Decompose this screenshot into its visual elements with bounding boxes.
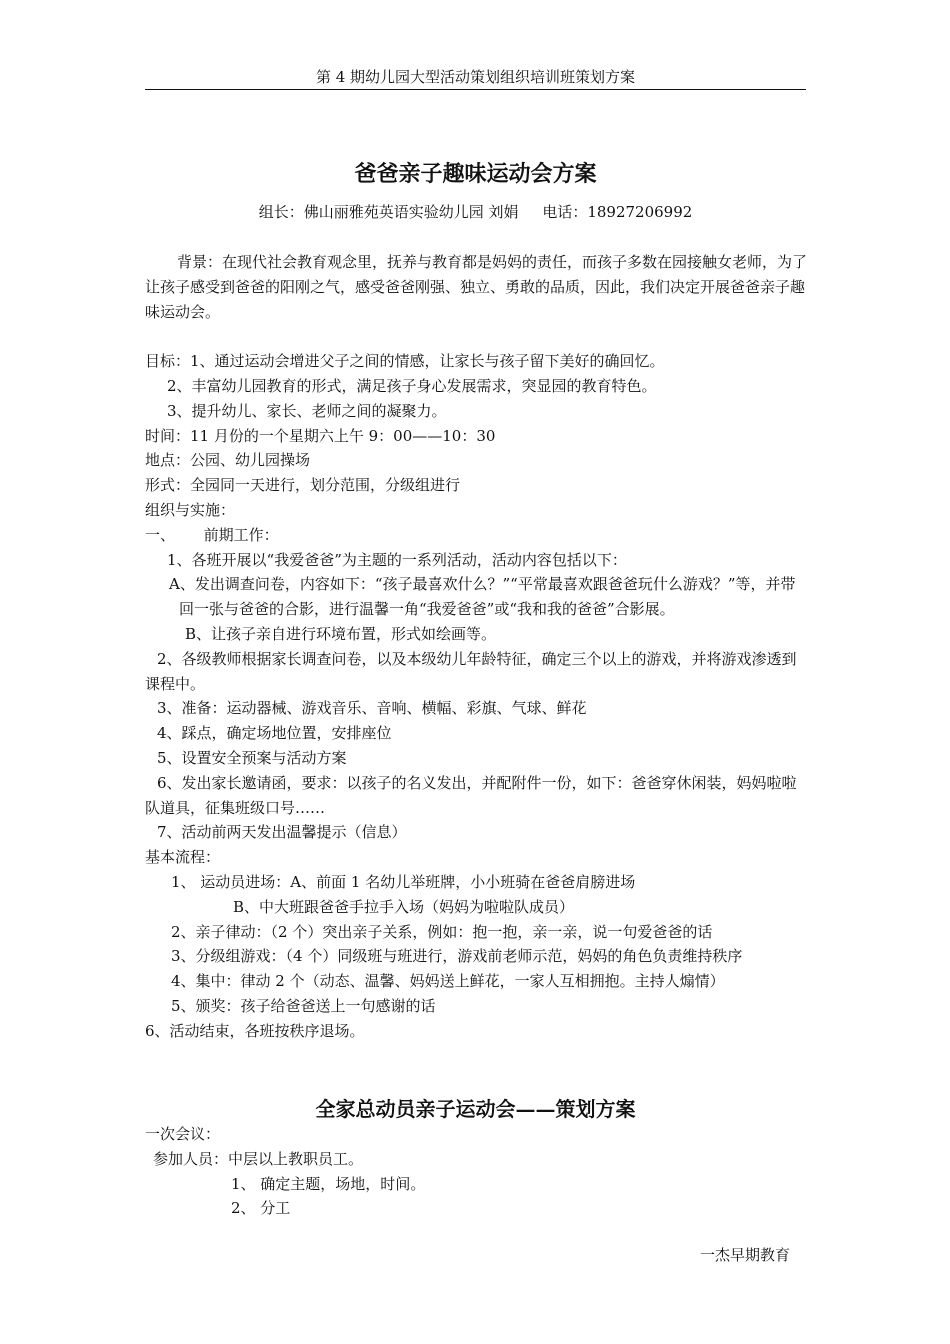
page-footer: 一杰早期教育 bbox=[699, 1246, 790, 1264]
pre-work-item: 5、设置安全预案与活动方案 bbox=[157, 748, 347, 767]
flow-item: 6、活动结束，各班按秩序退场。 bbox=[145, 1021, 365, 1040]
pre-work-item: 7、活动前两天发出温馨提示（信息） bbox=[157, 823, 407, 842]
pre-work-subitem: B、让孩子亲自进行环境布置，形式如绘画等。 bbox=[185, 624, 497, 643]
leader-line bbox=[145, 201, 806, 223]
org-heading: 组织与实施： bbox=[145, 500, 236, 519]
flow-item: 5、颁奖：孩子给爸爸送上一句感谢的话 bbox=[171, 996, 436, 1015]
flow-item: 4、集中：律动 2 个（动态、温馨、妈妈送上鲜花，一家人互相拥抱。主持人煽情） bbox=[171, 972, 725, 991]
header-divider bbox=[145, 89, 806, 90]
meeting-heading: 一次会议： bbox=[145, 1125, 221, 1143]
leader-label: 组长：佛山丽雅苑英语实验幼儿园 刘娟 bbox=[258, 203, 519, 221]
flow-heading: 基本流程： bbox=[145, 848, 221, 867]
form-line: 形式：全园同一天进行，划分范围，分级组进行 bbox=[145, 476, 461, 495]
attendees-line: 参加人员：中层以上教职员工。 bbox=[153, 1149, 364, 1168]
time-line: 时间：11 月份的一个星期六上午 9：00——10：30 bbox=[145, 426, 496, 445]
place-line: 地点：公园、幼儿园操场 bbox=[145, 451, 311, 470]
goal-item: 目标：1、通过运动会增进父子之间的情感，让家长与孩子留下美好的确回忆。 bbox=[145, 352, 665, 371]
goal-item: 3、提升幼儿、家长、老师之间的凝聚力。 bbox=[167, 401, 447, 420]
flow-item: 2、亲子律动：（2 个）突出亲子关系，例如：抱一抱，亲一亲，说一句爱爸爸的话 bbox=[171, 922, 713, 941]
pre-work-subitem: A、发出调查问卷，内容如下：“孩子最喜欢什么？”“平常最喜欢跟爸爸玩什么游戏？”等，并带回一张与爸爸的合影，进行温馨一角“我爱爸爸”或“我和我的爸爸”合影展。 bbox=[169, 575, 796, 619]
document-title: 爸爸亲子趣味运动会方案 bbox=[354, 161, 597, 187]
pre-work-item: 6、发出家长邀请函，要求：以孩子的名义发出，并配附件一份，如下：爸爸穿休闲装，妈妈啦啦队道具，征集班级口号…… bbox=[145, 773, 797, 817]
pre-work-item: 2、各级教师根据家长调查问卷，以及本级幼儿年龄特征，确定三个以上的游戏，并将游戏渗透到课程中。 bbox=[145, 649, 797, 693]
flow-item: 1、 运动员进场：A、前面 1 名幼儿举班牌，小小班骑在爸爸肩膀进场 bbox=[171, 872, 636, 891]
background-paragraph: 背景：在现代社会教育观念里，抚养与教育都是妈妈的责任，而孩子多数在园接触女老师，为了让孩子感受到爸爸的阳刚之气，感受爸爸刚强、独立、勇敢的品质，因此，我们决定开展爸爸亲子趣味运动会。 bbox=[145, 253, 808, 321]
pre-work-item: 4、踩点，确定场地位置，安排座位 bbox=[157, 724, 392, 743]
plan-body bbox=[145, 250, 810, 1044]
meeting-item: 2、 分工 bbox=[231, 1199, 291, 1218]
section2-title: 全家总动员亲子运动会——策划方案 bbox=[315, 1097, 636, 1121]
flow-subitem: B、中大班跟爸爸手拉手入场（妈妈为啦啦队成员） bbox=[233, 897, 575, 916]
page-header: 第 4 期幼儿园大型活动策划组织培训班策划方案 bbox=[315, 68, 636, 86]
section2-body bbox=[145, 1122, 810, 1221]
meeting-item: 1、 确定主题，场地，时间。 bbox=[231, 1174, 426, 1193]
goal-item: 2、丰富幼儿园教育的形式，满足孩子身心发展需求，突显园的教育特色。 bbox=[167, 376, 657, 395]
pre-work-item: 1、各班开展以“我爱爸爸”为主题的一系列活动，活动内容包括以下： bbox=[167, 550, 627, 569]
pre-work-item: 3、准备：运动器械、游戏音乐、音响、横幅、彩旗、气球、鲜花 bbox=[157, 699, 587, 718]
pre-work-heading: 一、 前期工作： bbox=[145, 525, 279, 544]
leader-phone: 电话：18927206992 bbox=[542, 203, 693, 221]
flow-item: 3、分级组游戏：（4 个）同级班与班进行，游戏前老师示范，妈妈的角色负责维持秩序 bbox=[171, 947, 743, 966]
paragraph-gap bbox=[145, 324, 810, 349]
